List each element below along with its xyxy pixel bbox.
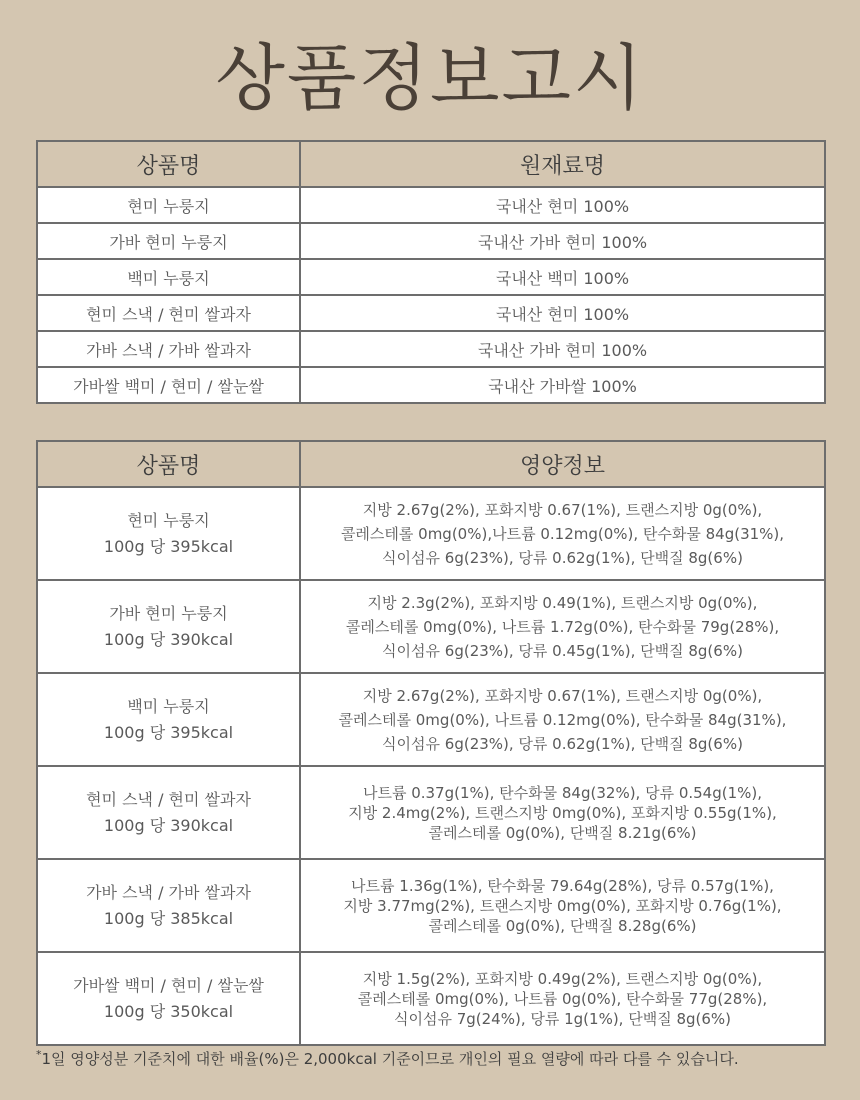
product-cell bbox=[37, 766, 300, 859]
serving-calories: 100g 당 390kcal bbox=[103, 815, 234, 835]
materials-table bbox=[36, 140, 826, 404]
product-cell bbox=[37, 859, 300, 952]
product-cell bbox=[37, 952, 300, 1045]
nutrition-line: 콜레스테롤 0mg(0%), 나트륨 0.12mg(0%), 탄수화물 84g(31%), bbox=[338, 710, 787, 729]
table-row bbox=[37, 580, 825, 673]
nutrition-line: 식이섬유 7g(24%), 당류 1g(1%), 단백질 8g(6%) bbox=[393, 1009, 732, 1028]
serving-calories: 100g 당 390kcal bbox=[103, 629, 234, 649]
nutrition-line: 식이섬유 6g(23%), 당류 0.62g(1%), 단백질 8g(6%) bbox=[382, 734, 743, 753]
product-name: 가바 스낵 / 가바 쌀과자 bbox=[86, 882, 251, 902]
page-title: 상품정보고시 bbox=[215, 36, 645, 120]
materials-header-name: 상품명 bbox=[37, 141, 300, 187]
product-name: 가바쌀 백미 / 현미 / 쌀눈쌀 bbox=[37, 367, 300, 403]
footnote bbox=[36, 1048, 836, 1069]
nutrition-line: 지방 2.3g(2%), 포화지방 0.49(1%), 트랜스지방 0g(0%), bbox=[367, 593, 758, 612]
product-name: 현미 누룽지 bbox=[127, 510, 210, 530]
product-name: 현미 스낵 / 현미 쌀과자 bbox=[86, 789, 251, 809]
nutrition-info bbox=[300, 580, 825, 673]
nutrition-line: 나트륨 0.37g(1%), 탄수화물 84g(32%), 당류 0.54g(1%), bbox=[362, 783, 763, 802]
ingredient: 국내산 백미 100% bbox=[300, 259, 825, 295]
nutrition-line: 지방 2.67g(2%), 포화지방 0.67(1%), 트랜스지방 0g(0%), bbox=[362, 686, 763, 705]
table-row bbox=[37, 295, 825, 331]
nutrition-info bbox=[300, 859, 825, 952]
product-name: 현미 누룽지 bbox=[37, 187, 300, 223]
nutrition-line: 지방 1.5g(2%), 포화지방 0.49g(2%), 트랜스지방 0g(0%), bbox=[362, 969, 763, 988]
ingredient: 국내산 가바 현미 100% bbox=[300, 331, 825, 367]
nutrition-line: 나트륨 1.36g(1%), 탄수화물 79.64g(28%), 당류 0.57g(1%), bbox=[351, 876, 774, 895]
product-name: 백미 누룽지 bbox=[37, 259, 300, 295]
nutrition-table bbox=[36, 440, 826, 1046]
product-name: 가바쌀 백미 / 현미 / 쌀눈쌀 bbox=[73, 975, 264, 995]
product-name: 백미 누룽지 bbox=[127, 696, 210, 716]
table-row bbox=[37, 259, 825, 295]
nutrition-line: 지방 2.67g(2%), 포화지방 0.67(1%), 트랜스지방 0g(0%), bbox=[362, 500, 763, 519]
product-cell bbox=[37, 487, 300, 580]
table-row bbox=[37, 367, 825, 403]
table-row bbox=[37, 487, 825, 580]
serving-calories: 100g 당 350kcal bbox=[103, 1001, 234, 1021]
nutrition-line: 지방 3.77mg(2%), 트랜스지방 0mg(0%), 포화지방 0.76g(1%), bbox=[343, 896, 782, 915]
nutrition-info bbox=[300, 766, 825, 859]
nutrition-info bbox=[300, 952, 825, 1045]
ingredient: 국내산 가바쌀 100% bbox=[300, 367, 825, 403]
nutrition-line: 지방 2.4mg(2%), 트랜스지방 0mg(0%), 포화지방 0.55g(1%), bbox=[348, 803, 777, 822]
table-row bbox=[37, 766, 825, 859]
table-row bbox=[37, 952, 825, 1045]
product-cell bbox=[37, 580, 300, 673]
nutrition-line: 콜레스테롤 0g(0%), 단백질 8.21g(6%) bbox=[428, 823, 697, 842]
ingredient: 국내산 가바 현미 100% bbox=[300, 223, 825, 259]
nutrition-header-row bbox=[37, 441, 825, 487]
materials-header-ingredient: 원재료명 bbox=[300, 141, 825, 187]
table-row bbox=[37, 673, 825, 766]
ingredient: 국내산 현미 100% bbox=[300, 187, 825, 223]
table-row bbox=[37, 331, 825, 367]
nutrition-line: 콜레스테롤 0mg(0%), 나트륨 1.72g(0%), 탄수화물 79g(28%), bbox=[345, 617, 780, 636]
table-row bbox=[37, 859, 825, 952]
product-name: 가바 스낵 / 가바 쌀과자 bbox=[37, 331, 300, 367]
table-row bbox=[37, 187, 825, 223]
serving-calories: 100g 당 385kcal bbox=[103, 908, 234, 928]
footnote-mark: * bbox=[36, 1048, 42, 1061]
product-cell bbox=[37, 673, 300, 766]
nutrition-header-name: 상품명 bbox=[37, 441, 300, 487]
nutrition-info bbox=[300, 487, 825, 580]
nutrition-info bbox=[300, 673, 825, 766]
footnote-text: 1일 영양성분 기준치에 대한 배율(%)은 2,000kcal 기준이므로 개인의 필요 열량에 따라 다를 수 있습니다. bbox=[41, 1050, 739, 1068]
nutrition-line: 식이섬유 6g(23%), 당류 0.45g(1%), 단백질 8g(6%) bbox=[382, 641, 743, 660]
nutrition-line: 식이섬유 6g(23%), 당류 0.62g(1%), 단백질 8g(6%) bbox=[382, 548, 743, 567]
table-row bbox=[37, 223, 825, 259]
nutrition-line: 콜레스테롤 0mg(0%),나트륨 0.12mg(0%), 탄수화물 84g(31%), bbox=[340, 524, 785, 543]
nutrition-header-info: 영양정보 bbox=[300, 441, 825, 487]
nutrition-line: 콜레스테롤 0g(0%), 단백질 8.28g(6%) bbox=[428, 916, 697, 935]
serving-calories: 100g 당 395kcal bbox=[103, 722, 234, 742]
nutrition-line: 콜레스테롤 0mg(0%), 나트륨 0g(0%), 탄수화물 77g(28%), bbox=[357, 989, 768, 1008]
ingredient: 국내산 현미 100% bbox=[300, 295, 825, 331]
product-name: 현미 스낵 / 현미 쌀과자 bbox=[37, 295, 300, 331]
product-name: 가바 현미 누룽지 bbox=[109, 603, 228, 623]
materials-header-row bbox=[37, 141, 825, 187]
product-name: 가바 현미 누룽지 bbox=[37, 223, 300, 259]
serving-calories: 100g 당 395kcal bbox=[103, 536, 234, 556]
